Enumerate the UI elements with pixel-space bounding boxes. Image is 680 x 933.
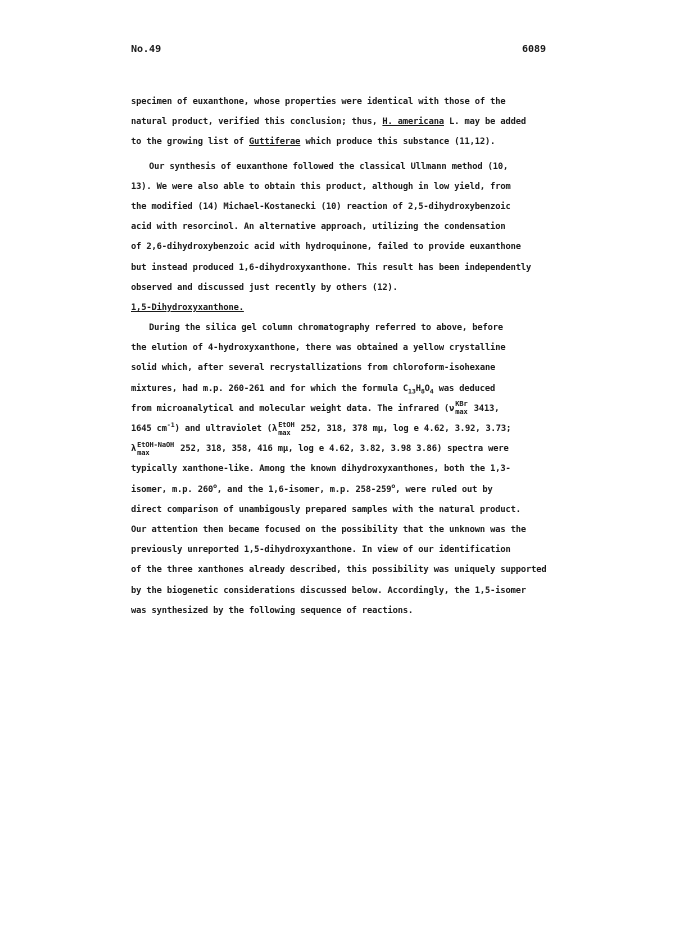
text-line: the elution of 4-hydroxyxanthone, there was obtained a yellow crystalline bbox=[131, 343, 506, 354]
text-line: previously unreported 1,5-dihydroxyxanthone. In view of our identification bbox=[131, 545, 511, 556]
text-line: was synthesized by the following sequence of reactions. bbox=[131, 605, 414, 616]
ir-subscript: KBr max bbox=[455, 400, 468, 417]
text-line: from microanalytical and molecular weight data. The infrared (ν KBr max 3413, bbox=[131, 400, 500, 417]
text-line: natural product, verified this conclusion; thus, H. americana L. may be added bbox=[131, 117, 527, 128]
text-line: but instead produced 1,6-dihydroxyxanthone. This result has been independently bbox=[131, 262, 532, 273]
text-line: of 2,6-dihydroxybenzoic acid with hydroquinone, failed to provide euxanthone bbox=[131, 242, 521, 253]
text-line: specimen of euxanthone, whose properties were identical with those of the bbox=[131, 97, 506, 107]
text-line: of the three xanthones already described, this possibility was uniquely supported bbox=[131, 565, 547, 576]
text-line: to the growing list of Guttiferae which produce this substance (11,12). bbox=[131, 137, 496, 148]
section-heading: 1,5-Dihydroxyxanthone. bbox=[131, 302, 244, 313]
text-line: observed and discussed just recently by others (12). bbox=[131, 282, 398, 293]
uv-base-subscript: EtOH-NaOH max bbox=[137, 440, 175, 457]
text-line: 13). We were also able to obtain this product, although in low yield, from bbox=[131, 181, 511, 192]
page-number: 6089 bbox=[522, 44, 547, 55]
uv-subscript: EtOH max bbox=[278, 420, 295, 437]
family-name: Guttiferae bbox=[249, 137, 301, 148]
text-line: the modified (14) Michael-Kostanecki (10) reaction of 2,5-dihydroxybenzoic bbox=[131, 201, 511, 212]
text-line: λ EtOH-NaOH max 252, 318, 358, 416 mμ, log e 4.62, 3.82, 3.98 3.86) spectra were bbox=[131, 440, 509, 457]
text-line: typically xanthone-like. Among the known dihydroxyxanthones, both the 1,3- bbox=[131, 464, 511, 475]
species-name: H. americana bbox=[382, 117, 444, 128]
text-line: isomer, m.p. 260$^o$, and the 1,6-isomer, m.p. 258-259$^o$, were ruled out by bbox=[131, 481, 493, 495]
journal-number: No.49 bbox=[131, 44, 162, 55]
body-text bbox=[131, 92, 561, 621]
text-line: acid with resorcinol. An alternative approach, utilizing the condensation bbox=[131, 222, 506, 233]
text-line: solid which, after several recrystallizations from chloroform-isohexane bbox=[131, 363, 496, 374]
text-line: Our attention then became focused on the possibility that the unknown was the bbox=[131, 524, 527, 535]
text-line: 1645 $cm^{-1}$) and ultraviolet (λ EtOH max 252, 318, 378 mμ, log e 4.62, 3.92, 3.73; bbox=[131, 420, 512, 437]
text-line: direct comparison of unambigously prepared samples with the natural product. bbox=[131, 504, 521, 515]
text-line: by the biogenetic considerations discussed below. Accordingly, the 1,5-isomer bbox=[131, 585, 527, 596]
text-line: mixtures, had m.p. 260-261 and for which the formula $C_{13}H_8O_4$ was deduced bbox=[131, 383, 496, 396]
text-line: During the silica gel column chromatography referred to above, before bbox=[149, 323, 503, 334]
text-line: Our synthesis of euxanthone followed the classical Ullmann method (10, bbox=[149, 161, 509, 172]
